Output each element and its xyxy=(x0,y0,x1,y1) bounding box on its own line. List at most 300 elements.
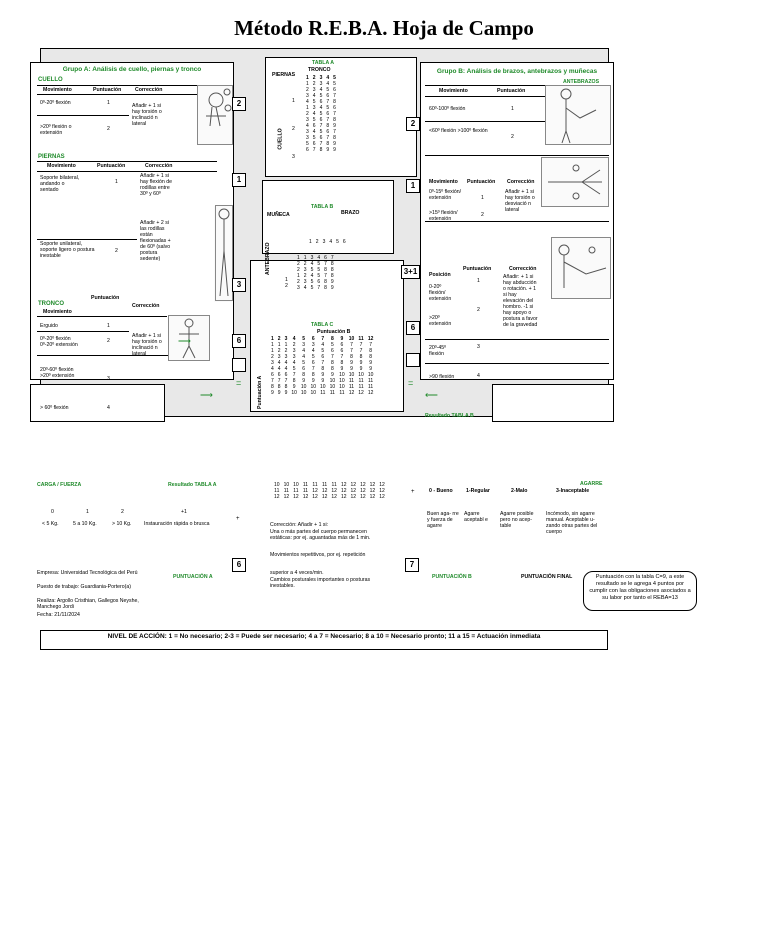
tabla-c-cell: 9 xyxy=(359,366,363,372)
tabla-c-cell: 6 xyxy=(277,372,281,378)
tabla-c-col-header: 8 xyxy=(330,336,334,342)
arrow-left-b-icon: ⟵ xyxy=(425,390,438,400)
tabla-c-cell: 5 xyxy=(311,354,315,360)
tabla-b-cell: 8 xyxy=(324,267,327,273)
agarre-level-3: 3-Inaceptable xyxy=(556,488,590,494)
tabla-c-cell: 7 xyxy=(311,366,315,372)
tabla-a-group-2: 2 xyxy=(292,126,295,132)
tabla-c-cell: 9 xyxy=(302,378,306,384)
tabla-c-cell: 9 xyxy=(330,372,334,378)
tabla-b-cell: 5 xyxy=(317,267,321,273)
tabla-b-cell: 5 xyxy=(310,285,314,291)
tabla-c-cell: 8 xyxy=(321,366,325,372)
tabla-a-cell: 5 xyxy=(312,117,316,123)
tabla-c-cell: 1 xyxy=(277,342,281,348)
agarre-level-2: 2-Malo xyxy=(511,488,528,494)
tabla-c-cell: 3 xyxy=(277,354,281,360)
puntuacion-a-box: 6 xyxy=(232,558,246,572)
tabla-b-side-label: ANTEBRAZO xyxy=(265,242,271,275)
tabla-c-cell: 9 xyxy=(350,366,353,372)
antebrazos-label: ANTEBRAZOS xyxy=(563,79,600,85)
tabla-b-cols xyxy=(307,239,348,245)
carga-desc-3: Instauración rápida o brusca xyxy=(144,521,210,527)
tabla-c-tail-cell: 12 xyxy=(379,488,385,494)
tabla-c-tail-cell: 12 xyxy=(369,494,376,500)
tabla-b-cell: 3 xyxy=(303,279,307,285)
carga-value-2: 2 xyxy=(121,509,124,515)
tabla-c-col-header: 9 xyxy=(340,336,344,342)
arrow-right-a2-icon: ⟶ xyxy=(200,390,213,400)
tabla-a-cell: 5 xyxy=(319,93,323,99)
cuello-label: CUELLO xyxy=(38,77,63,83)
antebrazos-row-2-score: 2 xyxy=(511,134,514,140)
group-b-panel xyxy=(420,62,614,380)
cuello-header-corr: Corrección xyxy=(135,87,163,93)
cuello-row-2-score: 2 xyxy=(107,126,110,132)
tabla-c-cell: 6 xyxy=(271,372,274,378)
tabla-c-cell: 3 xyxy=(271,360,274,366)
tabla-c-cell: 5 xyxy=(330,342,334,348)
tabla-c-cell: 4 xyxy=(271,366,274,372)
tabla-a-cell: 3 xyxy=(312,87,316,93)
tronco-header-mov: Movimiento xyxy=(43,309,72,315)
tabla-c-tail-cell: 11 xyxy=(312,482,318,488)
puntuacion-b-box: 7 xyxy=(405,558,419,572)
tabla-a-row xyxy=(304,147,338,153)
tabla-c-col-header: 6 xyxy=(311,336,315,342)
tabla-c-row-header: Puntuación A xyxy=(257,375,263,409)
tabla-b-cell: 3 xyxy=(310,255,314,261)
tabla-c-cell: 10 xyxy=(348,372,355,378)
tabla-a-cell: 7 xyxy=(319,141,323,147)
tabla-c-cell: 8 xyxy=(311,372,315,378)
tabla-c-cell: 10 xyxy=(339,372,345,378)
score-piernas: 1 xyxy=(232,173,246,187)
antebrazos-header-mov: Movimiento xyxy=(439,88,468,94)
tabla-c-cell: 8 xyxy=(277,384,281,390)
empresa-realiza: Realiza: Argollo Cristhian, Gallegos Neyshe, Manchego Jordi xyxy=(37,598,139,610)
tabla-c-cell: 9 xyxy=(284,390,288,396)
tabla-c-cell: 9 xyxy=(340,366,344,372)
tabla-a-cell: 2 xyxy=(312,81,316,87)
tabla-c-cell: 8 xyxy=(271,384,274,390)
carga-value-3: +1 xyxy=(181,509,187,515)
tabla-a-col-header: 4 xyxy=(326,75,330,81)
tabla-a-panel xyxy=(265,57,417,177)
tronco-row-3-score: 3 xyxy=(107,376,110,382)
carga-desc-2: > 10 Kg. xyxy=(112,521,132,527)
group-a-panel xyxy=(30,62,234,380)
tabla-c-cell: 10 xyxy=(329,378,336,384)
tabla-c-cell: 4 xyxy=(311,348,315,354)
page-title: Método R.E.B.A. Hoja de Campo xyxy=(234,16,534,40)
tabla-c-tail-cell: 12 xyxy=(340,488,347,494)
tabla-c-cell: 6 xyxy=(330,348,334,354)
cuello-row-1-mov: 0º-20º flexión xyxy=(40,100,71,106)
tabla-b-row xyxy=(295,285,336,291)
tabla-c-cell: 9 xyxy=(369,366,373,372)
forearm-figure xyxy=(545,85,611,145)
tabla-a-cell: 8 xyxy=(326,123,330,129)
tabla-a-cell: 6 xyxy=(319,135,323,141)
tabla-c-cell: 9 xyxy=(311,378,315,384)
tabla-a-title: TABLA A xyxy=(312,60,334,66)
tabla-a-group-3: 3 xyxy=(292,154,295,160)
tabla-c-cell: 10 xyxy=(339,378,345,384)
tabla-c-tail-cell: 12 xyxy=(312,494,318,500)
tabla-a-cell: 4 xyxy=(306,123,309,129)
tabla-c-grid xyxy=(269,336,375,396)
tabla-c-tail-cell: 12 xyxy=(350,494,357,500)
plus-sign-b: + xyxy=(411,489,415,495)
carga-label: CARGA / FUERZA xyxy=(37,482,82,488)
tabla-b-cell: 4 xyxy=(310,273,314,279)
tabla-b-group-2: 2 xyxy=(285,283,288,289)
tabla-a-cell: 3 xyxy=(319,81,323,87)
tabla-a-cell: 5 xyxy=(326,105,330,111)
piernas-row-2-mov: Soporte unilateral, soporte ligero o postura inestable xyxy=(40,241,95,259)
tabla-b-cell: 2 xyxy=(303,261,307,267)
tabla-c-cell: 4 xyxy=(302,348,306,354)
tronco-row-3-mov: 20º-60º flexión >20º extensión xyxy=(40,367,75,379)
tabla-a-cell: 9 xyxy=(333,147,336,153)
tabla-a-cell: 3 xyxy=(306,135,309,141)
empresa-name: Empresa: Universidad Tecnológica del Perú xyxy=(37,570,138,576)
munecas-correction: Añadir + 1 si hay torsión o desviació n lateral xyxy=(505,189,535,213)
tabla-a-cell: 6 xyxy=(312,141,316,147)
tabla-b-cell: 1 xyxy=(297,255,300,261)
tabla-b-cell: 2 xyxy=(297,279,300,285)
munecas-row-2-mov: >15º flexión/ extensión xyxy=(429,210,458,222)
score-carga-box xyxy=(232,358,246,372)
actividad-postural: Cambios posturales importantes o posturas inestables. xyxy=(270,577,371,589)
tabla-b-cell: 7 xyxy=(330,255,334,261)
tabla-b-cell: 3 xyxy=(303,267,307,273)
tabla-c-cell: 4 xyxy=(277,366,281,372)
tabla-a-cell: 1 xyxy=(306,81,309,87)
tabla-c-cell: 3 xyxy=(292,354,296,360)
tabla-c-cell: 11 xyxy=(368,378,374,384)
tabla-c-cell: 11 xyxy=(320,390,326,396)
score-tronco: 3 xyxy=(232,278,246,292)
tabla-c-cell: 8 xyxy=(359,354,363,360)
tabla-a-cell: 5 xyxy=(333,81,336,87)
tabla-c-cell: 7 xyxy=(340,354,344,360)
tabla-c-row xyxy=(269,390,375,396)
tabla-a-cell: 5 xyxy=(319,129,323,135)
tabla-a-cell: 6 xyxy=(312,123,316,129)
tabla-c-tail-cell: 12 xyxy=(321,494,328,500)
piernas-correction-1: Añadir + 1 si hay flexión de rodillas entre 30º y 60º xyxy=(140,173,173,197)
tabla-a-cell: 7 xyxy=(319,123,323,129)
agarre-desc-2: Agarre posible pero no acep- table xyxy=(500,511,534,529)
equals-sign-b: = xyxy=(408,378,414,388)
tabla-a-group-1: 1 xyxy=(292,98,295,104)
tabla-b-cell: 4 xyxy=(317,255,321,261)
tabla-c-tail-cell: 12 xyxy=(283,494,290,500)
tronco-label: TRONCO xyxy=(38,301,64,307)
tabla-c-cell: 12 xyxy=(367,390,374,396)
tabla-c-col-header: Puntuación B xyxy=(317,329,351,335)
tabla-a-cell: 5 xyxy=(319,111,323,117)
tabla-c-tail-cell: 10 xyxy=(293,482,299,488)
tabla-c-cell: 12 xyxy=(358,390,364,396)
tabla-c-cell: 10 xyxy=(329,384,336,390)
tabla-a-cell: 6 xyxy=(333,87,336,93)
tabla-b-cell: 4 xyxy=(303,285,307,291)
piernas-correction-2: Añadir + 2 si las rodillas están flexionadas + de 60º (salvo postura sedente) xyxy=(140,220,171,262)
result-tabla-b-inline: Resultado TABLA B xyxy=(425,413,474,419)
tabla-a-cell: 6 xyxy=(319,117,323,123)
tabla-c-cell: 7 xyxy=(292,372,296,378)
score-muneca: 1 xyxy=(406,179,420,193)
cuello-header-score: Puntuación xyxy=(93,87,122,93)
tabla-c-cell: 10 xyxy=(310,390,317,396)
tabla-c-cell: 8 xyxy=(369,354,373,360)
tabla-c-col-header: 2 xyxy=(277,336,281,342)
tabla-a-cell: 6 xyxy=(326,93,330,99)
munecas-header-score: Puntuación xyxy=(467,179,496,185)
tabla-c-tail-cell: 12 xyxy=(369,488,376,494)
group-b-extra-panel xyxy=(492,384,614,422)
tabla-a-cell: 3 xyxy=(306,129,309,135)
tabla-c-cell: 4 xyxy=(292,360,296,366)
tabla-b-cell: 5 xyxy=(317,273,321,279)
tabla-b-cell: 1 xyxy=(297,273,300,279)
tronco-header-corr: Corrección xyxy=(132,303,160,309)
tabla-c-cell: 11 xyxy=(329,390,335,396)
antebrazos-row-2-mov: <60º flexión >100º flexión xyxy=(429,128,488,134)
empresa-fecha: Fecha: 21/11/2024 xyxy=(37,612,80,618)
piernas-header-score: Puntuación xyxy=(97,163,126,169)
tabla-b-cell: 8 xyxy=(330,261,334,267)
brazos-row-4-score: 4 xyxy=(477,373,480,379)
tabla-c-cell: 6 xyxy=(321,354,325,360)
tabla-a-cell: 2 xyxy=(306,111,309,117)
tabla-c-tail-cell: 12 xyxy=(312,488,318,494)
carga-value-1: 1 xyxy=(86,509,89,515)
actividad-static: Una o más partes del cuerpo permanecen estáticas: por ej. aguantadas más de 1 min. xyxy=(270,529,371,541)
tabla-a-cell: 5 xyxy=(312,99,316,105)
tabla-b-cell: 7 xyxy=(324,273,327,279)
tabla-c-cell: 8 xyxy=(292,378,296,384)
tabla-c-col-header: 3 xyxy=(284,336,288,342)
brazos-header-corr: Corrección xyxy=(509,266,537,272)
tabla-c-col-header: 7 xyxy=(321,336,325,342)
tabla-c-cell: 8 xyxy=(284,384,288,390)
tabla-b-cell: 3 xyxy=(297,285,300,291)
tabla-c-cell: 3 xyxy=(302,342,306,348)
agarre-desc-3: Incómodo, sin agarre manual. Aceptable u- zando otras partes del cuerpo xyxy=(546,511,598,535)
tabla-a-cell: 7 xyxy=(333,129,336,135)
tabla-a-cell: 7 xyxy=(333,93,336,99)
tabla-c-cell: 7 xyxy=(321,360,325,366)
tabla-c-cell: 9 xyxy=(369,360,373,366)
tabla-c-cell: 4 xyxy=(321,342,325,348)
cuello-row-2-mov: >20º flexión o extensión xyxy=(40,124,72,136)
tabla-c-cell: 9 xyxy=(321,372,325,378)
tabla-c-tail-cell: 11 xyxy=(331,482,337,488)
tabla-c-tail-cell: 12 xyxy=(360,488,366,494)
tabla-a-col-header: 3 xyxy=(319,75,323,81)
munecas-row-1-mov: 0º-15º flexión/ extensión xyxy=(429,189,462,201)
tabla-c-tail-cell: 12 xyxy=(321,488,328,494)
munecas-row-1-score: 1 xyxy=(481,195,484,201)
tabla-b-cell: 6 xyxy=(317,279,321,285)
tabla-c-col-header: 12 xyxy=(367,336,374,342)
tabla-c-tail-cell: 11 xyxy=(293,488,299,494)
puntuacion-final-label: PUNTUACIÓN FINAL xyxy=(521,574,573,580)
tabla-c-cell: 8 xyxy=(302,372,306,378)
tronco-correction: Añadir + 1 si hay torsión o inclinació n lateral xyxy=(132,333,162,357)
tabla-c-cell: 11 xyxy=(348,384,355,390)
score-tabla-b: 6 xyxy=(406,321,420,335)
tabla-c-cell: 8 xyxy=(330,360,334,366)
tabla-c-cell: 10 xyxy=(367,372,374,378)
tabla-c-cell: 3 xyxy=(311,342,315,348)
tabla-a-cell: 8 xyxy=(333,99,336,105)
tabla-a-cell: 6 xyxy=(326,129,330,135)
tabla-c-cell: 7 xyxy=(330,354,334,360)
tabla-a-cell: 3 xyxy=(306,117,309,123)
tabla-b-col: 3 xyxy=(322,239,326,245)
puntuacion-a-label: PUNTUACIÓN A xyxy=(173,574,213,580)
tabla-c-cell: 8 xyxy=(350,354,353,360)
plus-sign-a: + xyxy=(236,516,240,522)
agarre-label: AGARRE xyxy=(580,481,603,487)
tabla-c-tail-cell: 11 xyxy=(302,482,309,488)
tabla-c-cell: 5 xyxy=(321,348,325,354)
tabla-c-cell: 10 xyxy=(300,390,307,396)
tabla-a-col-header: 1 xyxy=(306,75,309,81)
tabla-b-cell: 6 xyxy=(324,255,327,261)
munecas-header-corr: Corrección xyxy=(507,179,535,185)
brazos-row-3-mov: 20º-45º flexión xyxy=(429,345,447,357)
tabla-b-col-header: BRAZO xyxy=(341,210,360,216)
tabla-c-tail-cell: 12 xyxy=(360,482,366,488)
puntuacion-b-label: PUNTUACIÓN B xyxy=(432,574,472,580)
tabla-c-tail-cell: 10 xyxy=(283,482,290,488)
tabla-a-cell: 7 xyxy=(326,117,330,123)
tabla-b-col: 5 xyxy=(336,239,339,245)
brazos-row-1-score: 1 xyxy=(477,278,480,284)
tabla-c-tail-cell: 12 xyxy=(340,482,347,488)
piernas-label: PIERNAS xyxy=(38,154,65,160)
brazos-header-pos: Posición xyxy=(429,272,451,278)
score-agarre-box xyxy=(406,353,420,367)
tabla-c-cell: 7 xyxy=(369,342,373,348)
tabla-a-cell: 2 xyxy=(306,87,309,93)
tabla-c-cell: 6 xyxy=(302,366,306,372)
tabla-a-cell: 5 xyxy=(326,87,330,93)
tabla-a-cell: 7 xyxy=(326,99,330,105)
tabla-b-cell: 7 xyxy=(317,285,321,291)
tabla-c-cell: 9 xyxy=(321,378,325,384)
tabla-a-cell: 4 xyxy=(312,129,316,135)
tronco-row-4-score: 4 xyxy=(107,405,110,411)
brazos-row-2-mov: >20º extensión xyxy=(429,315,452,327)
actividad-title: Corrección: Añadir + 1 si: xyxy=(270,522,329,528)
brazos-row-2-score: 2 xyxy=(477,307,480,313)
tronco-header-score: Puntuación xyxy=(91,295,120,301)
tabla-c-cell: 2 xyxy=(292,342,296,348)
tabla-a-cell: 1 xyxy=(306,105,309,111)
tabla-a-cell: 8 xyxy=(326,141,330,147)
tabla-c-cell: 12 xyxy=(348,390,355,396)
tabla-c-cell: 9 xyxy=(359,360,363,366)
tabla-c-tail-cell: 11 xyxy=(283,488,289,494)
tronco-extra-panel xyxy=(30,384,165,422)
nivel-accion-bar: NIVEL DE ACCIÓN: 1 = No necesario; 2-3 = Puede ser necesario; 4 a 7 = Necesario; 8 a 10 = Necesario pronto; 11 a 15 = Actuación inmediata xyxy=(40,630,608,650)
tabla-b-title: TABLA B xyxy=(311,204,334,210)
tronco-row-1-mov: Erguido xyxy=(40,323,58,329)
tabla-c-tail-cell: 12 xyxy=(293,494,299,500)
tabla-c-cell: 2 xyxy=(271,354,274,360)
tabla-c-cell: 3 xyxy=(284,354,288,360)
arrow-right-a-icon: ⟶ xyxy=(178,336,191,346)
tabla-b-cell: 2 xyxy=(297,261,300,267)
tabla-a-cell: 8 xyxy=(333,117,336,123)
tabla-a-col-header: 5 xyxy=(333,75,336,81)
tabla-a-cell: 3 xyxy=(306,93,309,99)
actividad-frequency: superior a 4 veces/min. xyxy=(270,570,324,576)
tabla-b-cell: 2 xyxy=(303,273,307,279)
munecas-header-mov: Movimiento xyxy=(429,179,458,185)
tabla-c-cell: 6 xyxy=(311,360,315,366)
cuello-row-1-score: 1 xyxy=(107,100,110,106)
antebrazos-row-1-score: 1 xyxy=(511,106,514,112)
brazos-header-score: Puntuación xyxy=(463,266,492,272)
tabla-c-tail-cell: 12 xyxy=(369,482,376,488)
tabla-c-cell: 7 xyxy=(284,378,288,384)
tabla-c-tail-cell: 12 xyxy=(379,482,385,488)
tabla-a-cell: 7 xyxy=(333,111,336,117)
tabla-c-cell: 11 xyxy=(339,390,345,396)
tabla-c-cell: 5 xyxy=(302,360,306,366)
tabla-c-cell: 10 xyxy=(310,384,317,390)
tabla-c-cell: 6 xyxy=(284,372,288,378)
neck-figure xyxy=(197,85,233,145)
score-brazo: 3+1 xyxy=(401,265,420,279)
brazos-correction: Añadir: + 1 si hay abducción o rotación. + 1 si hay elevación del hombro. -1 si hay apoyo o postura a favor de la gravedad xyxy=(503,274,538,328)
tabla-c-col-header: 4 xyxy=(292,336,296,342)
brazos-row-1-mov: 0-20º flexión/ extensión xyxy=(429,284,452,302)
tabla-a-grid xyxy=(304,75,338,153)
piernas-header-corr: Corrección xyxy=(145,163,173,169)
tabla-c-cell: 6 xyxy=(340,348,344,354)
tabla-a-side-label: CUELLO xyxy=(277,128,284,150)
tabla-c-cell: 7 xyxy=(359,342,363,348)
tabla-c-cell: 11 xyxy=(358,378,364,384)
tabla-c-cell: 9 xyxy=(277,390,281,396)
tabla-a-row-header: PIERNAS xyxy=(272,72,296,78)
tabla-a-cell: 9 xyxy=(333,123,336,129)
tronco-row-4-mov: > 60º flexión xyxy=(40,405,69,411)
tabla-c-cell: 3 xyxy=(292,348,296,354)
tabla-c-cell: 10 xyxy=(339,384,345,390)
tabla-c-cell: 2 xyxy=(284,348,288,354)
cuello-header-mov: Movimiento xyxy=(43,87,72,93)
tabla-b-col: 1 xyxy=(309,239,312,245)
antebrazos-row-1-mov: 60º-100º flexión xyxy=(429,106,466,112)
tabla-a-cell: 6 xyxy=(326,111,330,117)
tabla-b-panel xyxy=(262,180,394,254)
tabla-b-cell: 5 xyxy=(317,261,321,267)
tabla-c-col-header: 11 xyxy=(358,336,364,342)
equals-sign-a: = xyxy=(236,378,242,388)
tabla-a-cell: 7 xyxy=(312,147,316,153)
tabla-c-cell: 4 xyxy=(284,366,288,372)
